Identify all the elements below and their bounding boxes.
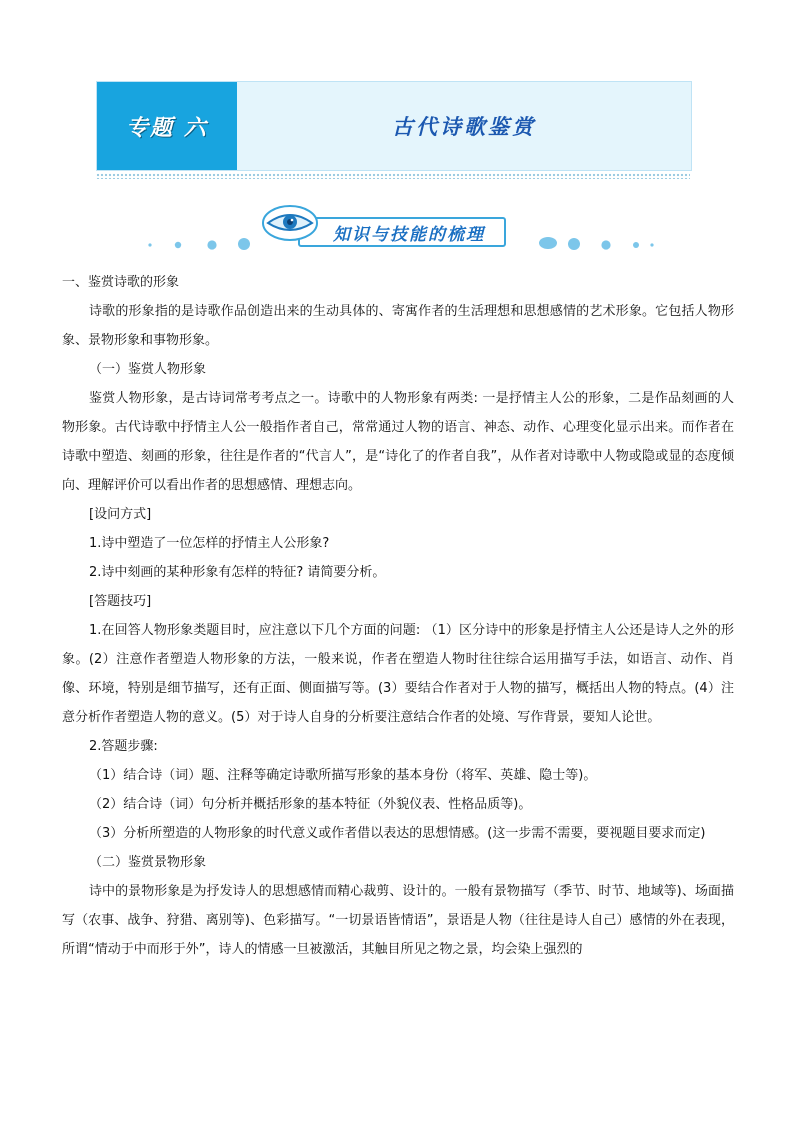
label-answer-tips: [答题技巧] [89, 594, 152, 609]
document-body [62, 268, 734, 964]
section-title-box [298, 217, 506, 247]
topic-title-box [237, 82, 691, 170]
subheading: （一）鉴赏人物形象 [89, 362, 207, 377]
paragraph: 1.在回答人物形象类题目时，应注意以下几个方面的问题: （1）区分诗中的形象是抒情主人公还是诗人之外的形象。(2）注意作者塑造人物形象的方法，一般来说，作者在塑造人物时往往综合运用描写手法，如语言、动作、肖像、环境，特别是细节描写，还有正面、侧面描写等。(3）要结合作者对于人物的描写，概括出人物的特点。(4）注意分析作者塑造人物的意义。(5）对于诗人自身的分析要注意结合作者的处境、写作背景，要知人论世。 [62, 623, 734, 725]
list-item: （1）结合诗（词）题、注释等确定诗歌所描写形象的基本身份（将军、英雄、隐士等)。 [89, 768, 597, 783]
list-item: （3）分析所塑造的人物形象的时代意义或作者借以表达的思想情感。(这一步需不需要，要视题目要求而定) [89, 826, 706, 841]
section-header [140, 203, 660, 253]
label-question-style: [设问方式] [89, 507, 152, 522]
list-item: 1.诗中塑造了一位怎样的抒情主人公形象? [89, 536, 330, 551]
topic-label-box [97, 82, 237, 170]
list-item: 2.答题步骤: [89, 739, 158, 754]
topic-label: 专题 六 [126, 114, 208, 141]
topic-title: 古代诗歌鉴赏 [392, 114, 536, 139]
eye-icon [262, 205, 318, 241]
section-title: 知识与技能的梳理 [333, 224, 485, 245]
topic-banner [96, 81, 692, 171]
list-item: （2）结合诗（词）句分析并概括形象的基本特征（外貌仪表、性格品质等)。 [89, 797, 532, 812]
paragraph: 诗中的景物形象是为抒发诗人的思想感情而精心裁剪、设计的。一般有景物描写（季节、时节、地域等)、场面描写（农事、战争、狩猎、离别等)、色彩描写。“一切景语皆情语”，景语是人物（往往是诗人自己）感情的外在表现，所谓“情动于中而形于外”，诗人的情感一旦被激活，其触目所见之物之景，均会染上强烈的 [62, 884, 734, 957]
list-item: 2.诗中刻画的某种形象有怎样的特征? 请简要分析。 [89, 565, 386, 580]
paragraph: 诗歌的形象指的是诗歌作品创造出来的生动具体的、寄寓作者的生活理想和思想感情的艺术形象。它包括人物形象、景物形象和事物形象。 [62, 304, 734, 348]
paragraph: 鉴赏人物形象，是古诗词常考考点之一。诗歌中的人物形象有两类: 一是抒情主人公的形象，二是作品刻画的人物形象。古代诗歌中抒情主人公一般指作者自己，常常通过人物的语言、神态、动作、心理变化显示出来。而作者在诗歌中塑造、刻画的形象，往往是作者的“代言人”，是“诗化了的作者自我”，从作者对诗歌中人物或隐或显的态度倾向、理解评价可以看出作者的思想感情、理想志向。 [62, 391, 734, 493]
heading-1: 一、鉴赏诗歌的形象 [62, 275, 180, 290]
subheading: （二）鉴赏景物形象 [89, 855, 207, 870]
banner-dotted-divider [96, 173, 690, 179]
